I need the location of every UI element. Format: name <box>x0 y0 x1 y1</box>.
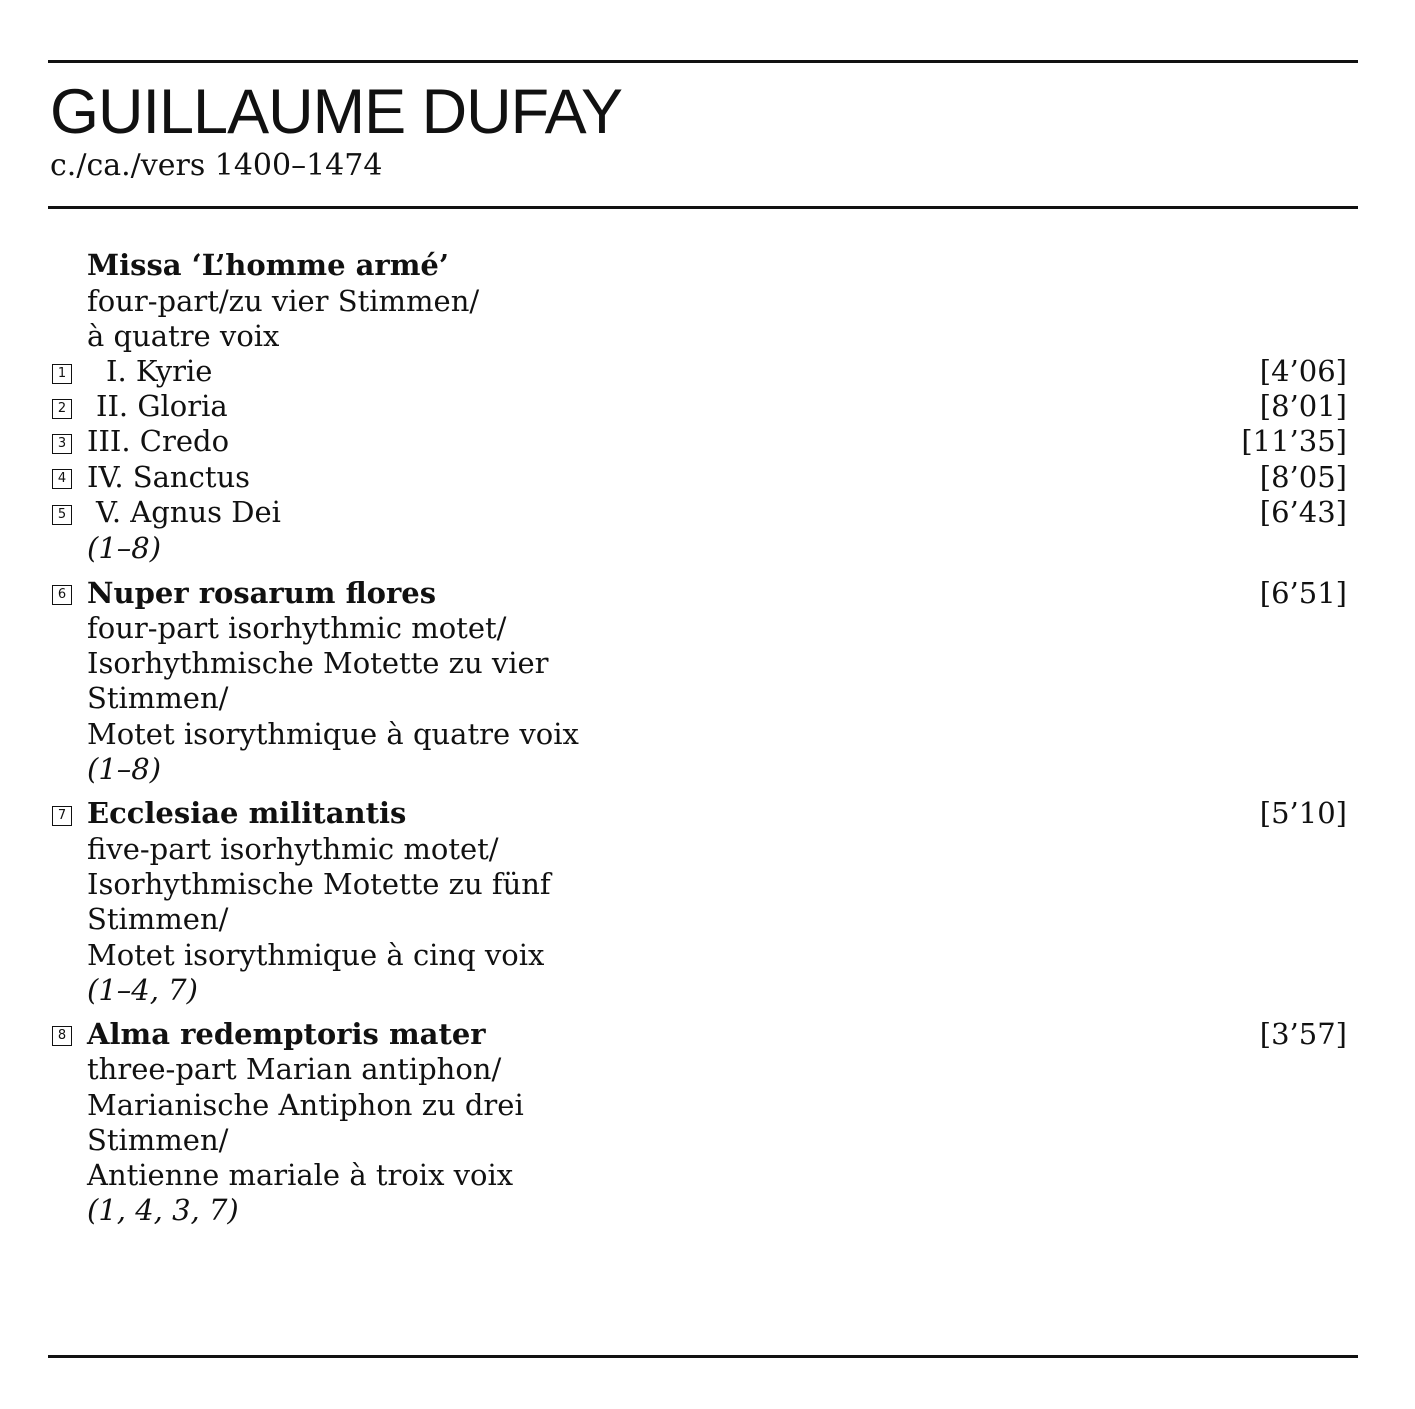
track-duration: [5’10] <box>1259 796 1347 830</box>
performers: (1–8) <box>87 752 162 786</box>
track-duration: [11’35] <box>1241 424 1347 458</box>
work-title: Alma redemptoris mater <box>87 1017 486 1051</box>
track-duration: [8’01] <box>1259 389 1347 423</box>
composer-name: GUILLAUME DUFAY <box>50 77 622 147</box>
work-description-line: Isorhythmische Motette zu vier <box>87 646 549 680</box>
track-duration: [3’57] <box>1259 1017 1347 1051</box>
performers: (1–4, 7) <box>87 973 198 1007</box>
movement-label: II. Gloria <box>96 389 228 423</box>
movement-label: IV. Sanctus <box>87 460 251 494</box>
work-description-line: three-part Marian antiphon/ <box>87 1052 502 1086</box>
top-rule <box>48 60 1358 63</box>
work-description-line: Stimmen/ <box>87 1123 229 1157</box>
work-description-line: Stimmen/ <box>87 902 229 936</box>
composer-dates: c./ca./vers 1400–1474 <box>50 148 383 183</box>
track-duration: [6’51] <box>1259 576 1347 610</box>
work-description-line: five-part isorhythmic motet/ <box>87 832 499 866</box>
work-description-line: Isorhythmische Motette zu fünf <box>87 867 551 901</box>
work-description-line: à quatre voix <box>87 319 280 353</box>
track-number-box: 1 <box>52 364 72 384</box>
work-description-line: four-part isorhythmic motet/ <box>87 611 507 645</box>
bottom-rule <box>48 1355 1358 1358</box>
work-description-line: Motet isorythmique à quatre voix <box>87 717 579 751</box>
track-number-box: 6 <box>52 585 72 605</box>
work-title: Nuper rosarum flores <box>87 576 437 610</box>
track-duration: [8’05] <box>1259 460 1347 494</box>
work-title: Missa ‘L’homme armé’ <box>87 248 449 282</box>
work-title: Ecclesiae militantis <box>87 796 407 830</box>
work-description-line: Stimmen/ <box>87 681 229 715</box>
work-description-line: Antienne mariale à troix voix <box>87 1158 514 1192</box>
work-description-line: four-part/zu vier Stimmen/ <box>87 284 480 318</box>
track-number-box: 5 <box>52 505 72 525</box>
movement-label: V. Agnus Dei <box>96 495 281 529</box>
performers: (1–8) <box>87 531 162 565</box>
work-description-line: Motet isorythmique à cinq voix <box>87 938 545 972</box>
track-number-box: 4 <box>52 469 72 489</box>
track-number-box: 8 <box>52 1026 72 1046</box>
header-rule <box>48 206 1358 209</box>
performers: (1, 4, 3, 7) <box>87 1193 239 1227</box>
track-number-box: 3 <box>52 434 72 454</box>
track-number-box: 2 <box>52 399 72 419</box>
track-duration: [6’43] <box>1259 495 1347 529</box>
work-description-line: Marianische Antiphon zu drei <box>87 1088 524 1122</box>
track-number-box: 7 <box>52 806 72 826</box>
track-duration: [4’06] <box>1259 354 1347 388</box>
movement-label: III. Credo <box>87 424 230 458</box>
movement-label: I. Kyrie <box>106 354 213 388</box>
